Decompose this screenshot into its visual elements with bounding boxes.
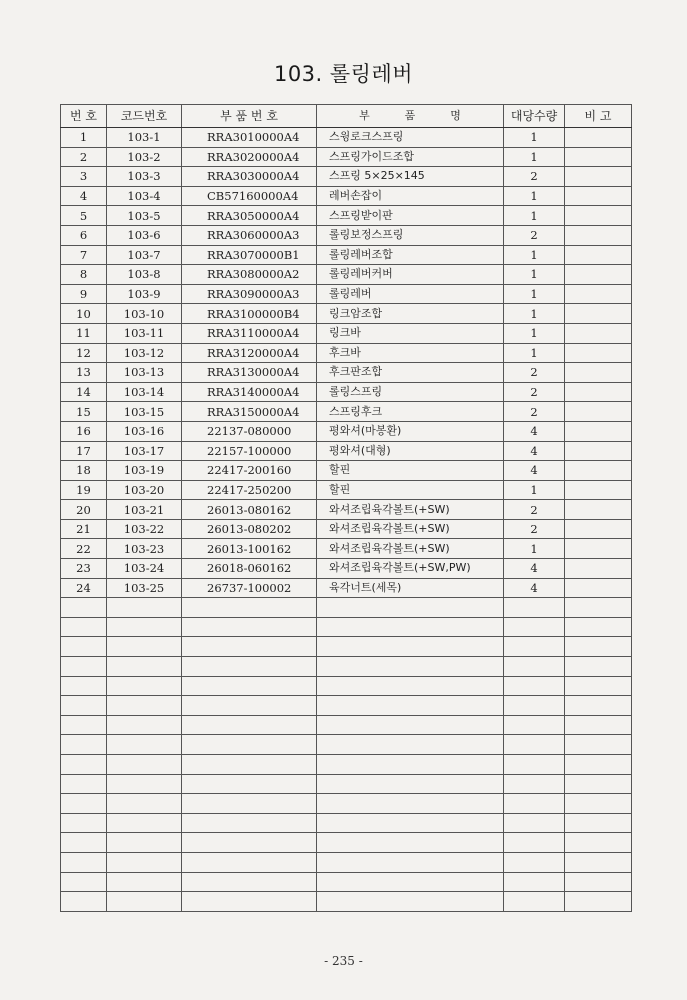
cell-part-no: 26013-080202 (182, 519, 317, 539)
empty-table-row (61, 735, 632, 755)
cell-part-name (317, 833, 504, 853)
table-row (61, 559, 632, 579)
cell-remark (565, 206, 632, 226)
cell-qty: 1 (504, 343, 565, 363)
cell-part-no: RRA3070000B1 (182, 245, 317, 265)
cell-code: 103-15 (107, 402, 182, 422)
cell-no: 9 (61, 284, 107, 304)
cell-qty: 4 (504, 441, 565, 461)
table-row (61, 225, 632, 245)
cell-part-name: 레버손잡이 (317, 186, 504, 206)
empty-table-row (61, 755, 632, 775)
cell-part-name: 스프링받이판 (317, 206, 504, 226)
cell-part-no: RRA3020000A4 (182, 147, 317, 167)
cell-code: 103-3 (107, 167, 182, 187)
cell-no: 8 (61, 265, 107, 285)
cell-no: 5 (61, 206, 107, 226)
cell-qty: 1 (504, 304, 565, 324)
cell-qty (504, 617, 565, 637)
cell-part-name (317, 696, 504, 716)
cell-part-name: 스윙로크스프링 (317, 128, 504, 148)
table-row (61, 343, 632, 363)
table-row (61, 382, 632, 402)
table-row (61, 186, 632, 206)
cell-part-name (317, 872, 504, 892)
cell-code (107, 696, 182, 716)
cell-code (107, 637, 182, 657)
cell-no: 20 (61, 500, 107, 520)
cell-part-name: 평와셔(마봉환) (317, 421, 504, 441)
cell-part-no: 22417-250200 (182, 480, 317, 500)
cell-part-name: 롤링레버조합 (317, 245, 504, 265)
cell-part-no: 22137-080000 (182, 421, 317, 441)
cell-no (61, 813, 107, 833)
cell-code: 103-10 (107, 304, 182, 324)
cell-no: 11 (61, 323, 107, 343)
cell-remark (565, 284, 632, 304)
cell-qty: 2 (504, 167, 565, 187)
cell-qty: 1 (504, 245, 565, 265)
cell-qty (504, 598, 565, 618)
cell-remark (565, 265, 632, 285)
cell-code: 103-6 (107, 225, 182, 245)
cell-code: 103-4 (107, 186, 182, 206)
cell-remark (565, 323, 632, 343)
cell-part-no (182, 696, 317, 716)
cell-code (107, 715, 182, 735)
cell-remark (565, 892, 632, 912)
page-title: 103. 롤링레버 (273, 62, 414, 86)
cell-qty: 1 (504, 323, 565, 343)
cell-code: 103-23 (107, 539, 182, 559)
table-row (61, 363, 632, 383)
cell-part-no (182, 774, 317, 794)
cell-code (107, 892, 182, 912)
cell-part-name (317, 755, 504, 775)
cell-remark (565, 657, 632, 677)
cell-part-no: RRA3110000A4 (182, 323, 317, 343)
cell-no: 1 (61, 128, 107, 148)
cell-part-name (317, 794, 504, 814)
table-row (61, 284, 632, 304)
cell-part-name: 롤링레버 (317, 284, 504, 304)
cell-part-name (317, 735, 504, 755)
empty-table-row (61, 657, 632, 677)
cell-qty (504, 872, 565, 892)
cell-no: 16 (61, 421, 107, 441)
cell-part-name (317, 676, 504, 696)
cell-code: 103-8 (107, 265, 182, 285)
table-row (61, 128, 632, 148)
cell-part-no (182, 676, 317, 696)
table-row (61, 461, 632, 481)
cell-qty: 1 (504, 147, 565, 167)
cell-qty (504, 794, 565, 814)
cell-code: 103-5 (107, 206, 182, 226)
cell-remark (565, 461, 632, 481)
cell-remark (565, 363, 632, 383)
cell-code: 103-12 (107, 343, 182, 363)
cell-part-no: RRA3100000B4 (182, 304, 317, 324)
cell-part-name: 롤링보정스프링 (317, 225, 504, 245)
empty-table-row (61, 696, 632, 716)
cell-qty: 1 (504, 284, 565, 304)
cell-qty (504, 852, 565, 872)
cell-remark (565, 774, 632, 794)
cell-no: 21 (61, 519, 107, 539)
cell-no (61, 598, 107, 618)
cell-remark (565, 382, 632, 402)
cell-part-name: 할핀 (317, 480, 504, 500)
cell-no (61, 833, 107, 853)
cell-part-name: 평와셔(대형) (317, 441, 504, 461)
cell-qty (504, 696, 565, 716)
cell-no (61, 892, 107, 912)
cell-remark (565, 441, 632, 461)
cell-no (61, 617, 107, 637)
cell-part-no: RRA3010000A4 (182, 128, 317, 148)
cell-qty: 4 (504, 578, 565, 598)
table-row (61, 206, 632, 226)
cell-remark (565, 578, 632, 598)
cell-code (107, 833, 182, 853)
cell-qty (504, 755, 565, 775)
empty-table-row (61, 794, 632, 814)
cell-remark (565, 813, 632, 833)
cell-remark (565, 559, 632, 579)
cell-remark (565, 539, 632, 559)
cell-part-name: 롤링레버커버 (317, 265, 504, 285)
cell-part-name (317, 657, 504, 677)
cell-qty (504, 715, 565, 735)
cell-part-no: RRA3120000A4 (182, 343, 317, 363)
cell-no: 2 (61, 147, 107, 167)
cell-part-no: 22157-100000 (182, 441, 317, 461)
cell-remark (565, 755, 632, 775)
cell-no (61, 637, 107, 657)
cell-no: 3 (61, 167, 107, 187)
cell-code (107, 774, 182, 794)
table-row (61, 421, 632, 441)
cell-no (61, 774, 107, 794)
cell-part-name (317, 598, 504, 618)
table-row (61, 578, 632, 598)
cell-code (107, 755, 182, 775)
cell-qty: 4 (504, 559, 565, 579)
cell-part-name: 링크암조합 (317, 304, 504, 324)
empty-table-row (61, 774, 632, 794)
cell-part-no: RRA3080000A2 (182, 265, 317, 285)
cell-part-name: 와셔조립육각볼트(+SW) (317, 519, 504, 539)
cell-part-no (182, 852, 317, 872)
cell-part-no: 26737-100002 (182, 578, 317, 598)
cell-part-no: 26013-100162 (182, 539, 317, 559)
cell-no: 22 (61, 539, 107, 559)
cell-no (61, 872, 107, 892)
cell-part-name: 링크바 (317, 323, 504, 343)
cell-part-no (182, 794, 317, 814)
cell-no (61, 852, 107, 872)
cell-part-no: RRA3030000A4 (182, 167, 317, 187)
cell-part-name: 후크바 (317, 343, 504, 363)
cell-qty: 1 (504, 186, 565, 206)
cell-remark (565, 696, 632, 716)
cell-qty: 2 (504, 363, 565, 383)
cell-remark (565, 735, 632, 755)
cell-code: 103-16 (107, 421, 182, 441)
cell-part-no: 26013-080162 (182, 500, 317, 520)
cell-remark (565, 186, 632, 206)
cell-no: 19 (61, 480, 107, 500)
cell-part-name: 롤링스프링 (317, 382, 504, 402)
cell-part-name (317, 813, 504, 833)
table-row (61, 519, 632, 539)
cell-part-name (317, 637, 504, 657)
cell-part-no: RRA3140000A4 (182, 382, 317, 402)
cell-code: 103-25 (107, 578, 182, 598)
cell-qty (504, 735, 565, 755)
cell-remark (565, 833, 632, 853)
cell-part-name: 육각너트(세목) (317, 578, 504, 598)
table-row (61, 265, 632, 285)
cell-part-name: 와셔조립육각볼트(+SW,PW) (317, 559, 504, 579)
cell-code: 103-1 (107, 128, 182, 148)
cell-part-no (182, 833, 317, 853)
cell-remark (565, 343, 632, 363)
table-row (61, 441, 632, 461)
cell-part-name (317, 852, 504, 872)
cell-part-no (182, 735, 317, 755)
cell-remark (565, 598, 632, 618)
cell-qty: 2 (504, 519, 565, 539)
cell-code: 103-13 (107, 363, 182, 383)
empty-table-row (61, 872, 632, 892)
table-row (61, 323, 632, 343)
cell-remark (565, 402, 632, 422)
cell-remark (565, 872, 632, 892)
cell-part-no (182, 715, 317, 735)
cell-qty: 1 (504, 480, 565, 500)
cell-remark (565, 245, 632, 265)
cell-code: 103-21 (107, 500, 182, 520)
cell-qty: 1 (504, 206, 565, 226)
empty-table-row (61, 617, 632, 637)
cell-part-name (317, 892, 504, 912)
cell-code: 103-20 (107, 480, 182, 500)
table-row (61, 539, 632, 559)
cell-code (107, 598, 182, 618)
cell-code: 103-7 (107, 245, 182, 265)
cell-remark (565, 852, 632, 872)
table-row (61, 480, 632, 500)
cell-qty (504, 676, 565, 696)
cell-no (61, 755, 107, 775)
cell-part-no: CB57160000A4 (182, 186, 317, 206)
cell-remark (565, 794, 632, 814)
table-row (61, 304, 632, 324)
cell-remark (565, 500, 632, 520)
cell-code: 103-17 (107, 441, 182, 461)
cell-part-no (182, 657, 317, 677)
cell-part-no (182, 813, 317, 833)
cell-no (61, 715, 107, 735)
cell-qty (504, 892, 565, 912)
cell-part-name: 할핀 (317, 461, 504, 481)
cell-remark (565, 147, 632, 167)
cell-qty: 1 (504, 265, 565, 285)
cell-code (107, 852, 182, 872)
cell-no (61, 794, 107, 814)
cell-qty (504, 657, 565, 677)
cell-qty: 4 (504, 461, 565, 481)
header-qty: 대당수량 (504, 105, 565, 128)
cell-no: 14 (61, 382, 107, 402)
empty-table-row (61, 598, 632, 618)
cell-remark (565, 637, 632, 657)
cell-code (107, 617, 182, 637)
cell-part-no: RRA3090000A3 (182, 284, 317, 304)
cell-code (107, 657, 182, 677)
cell-qty: 1 (504, 539, 565, 559)
cell-remark (565, 715, 632, 735)
cell-code (107, 872, 182, 892)
header-code: 코드번호 (107, 105, 182, 128)
cell-no: 7 (61, 245, 107, 265)
cell-remark (565, 617, 632, 637)
cell-part-no: 26018-060162 (182, 559, 317, 579)
cell-code: 103-24 (107, 559, 182, 579)
page-number: - 235 - (324, 954, 363, 968)
cell-qty (504, 833, 565, 853)
cell-remark (565, 225, 632, 245)
header-no: 번 호 (61, 105, 107, 128)
cell-code: 103-22 (107, 519, 182, 539)
cell-no: 17 (61, 441, 107, 461)
cell-remark (565, 519, 632, 539)
empty-table-row (61, 676, 632, 696)
cell-remark (565, 304, 632, 324)
header-part-name: 부 품 명 (317, 105, 504, 128)
table-body (61, 128, 632, 912)
table-row (61, 245, 632, 265)
cell-no: 13 (61, 363, 107, 383)
cell-qty: 4 (504, 421, 565, 441)
cell-code (107, 794, 182, 814)
cell-no (61, 696, 107, 716)
cell-part-no: RRA3150000A4 (182, 402, 317, 422)
cell-no: 24 (61, 578, 107, 598)
cell-qty: 1 (504, 128, 565, 148)
cell-no (61, 657, 107, 677)
cell-part-no (182, 598, 317, 618)
cell-no (61, 676, 107, 696)
empty-table-row (61, 833, 632, 853)
parts-table (60, 104, 632, 912)
cell-no: 10 (61, 304, 107, 324)
empty-table-row (61, 813, 632, 833)
cell-qty: 2 (504, 500, 565, 520)
empty-table-row (61, 637, 632, 657)
cell-part-name: 와셔조립육각볼트(+SW) (317, 500, 504, 520)
cell-code (107, 676, 182, 696)
cell-part-name: 스프링 5×25×145 (317, 167, 504, 187)
cell-remark (565, 167, 632, 187)
cell-part-no (182, 872, 317, 892)
cell-code (107, 813, 182, 833)
cell-remark (565, 676, 632, 696)
table-row (61, 402, 632, 422)
cell-no: 15 (61, 402, 107, 422)
cell-qty: 2 (504, 382, 565, 402)
header-part-no: 부 품 번 호 (182, 105, 317, 128)
cell-no: 18 (61, 461, 107, 481)
cell-no: 4 (61, 186, 107, 206)
cell-no: 23 (61, 559, 107, 579)
cell-part-name (317, 774, 504, 794)
cell-part-name: 스프링가이드조합 (317, 147, 504, 167)
cell-remark (565, 480, 632, 500)
cell-code: 103-2 (107, 147, 182, 167)
cell-part-no (182, 637, 317, 657)
cell-no: 6 (61, 225, 107, 245)
empty-table-row (61, 892, 632, 912)
cell-qty: 2 (504, 225, 565, 245)
cell-part-name (317, 715, 504, 735)
cell-part-no (182, 617, 317, 637)
cell-part-no: 22417-200160 (182, 461, 317, 481)
table-row (61, 167, 632, 187)
cell-part-name: 스프링후크 (317, 402, 504, 422)
cell-code: 103-9 (107, 284, 182, 304)
cell-qty: 2 (504, 402, 565, 422)
cell-part-no: RRA3050000A4 (182, 206, 317, 226)
cell-remark (565, 421, 632, 441)
table-row (61, 147, 632, 167)
table-row (61, 500, 632, 520)
cell-part-name: 후크판조합 (317, 363, 504, 383)
cell-code: 103-11 (107, 323, 182, 343)
cell-part-name: 와셔조립육각볼트(+SW) (317, 539, 504, 559)
table-header-row (61, 105, 632, 128)
cell-code: 103-14 (107, 382, 182, 402)
cell-part-name (317, 617, 504, 637)
cell-part-no: RRA3060000A3 (182, 225, 317, 245)
cell-qty (504, 637, 565, 657)
cell-part-no: RRA3130000A4 (182, 363, 317, 383)
cell-no (61, 735, 107, 755)
cell-code: 103-19 (107, 461, 182, 481)
cell-part-no (182, 892, 317, 912)
cell-code (107, 735, 182, 755)
cell-qty (504, 813, 565, 833)
empty-table-row (61, 852, 632, 872)
header-remark: 비 고 (565, 105, 632, 128)
empty-table-row (61, 715, 632, 735)
cell-remark (565, 128, 632, 148)
cell-part-no (182, 755, 317, 775)
cell-qty (504, 774, 565, 794)
cell-no: 12 (61, 343, 107, 363)
